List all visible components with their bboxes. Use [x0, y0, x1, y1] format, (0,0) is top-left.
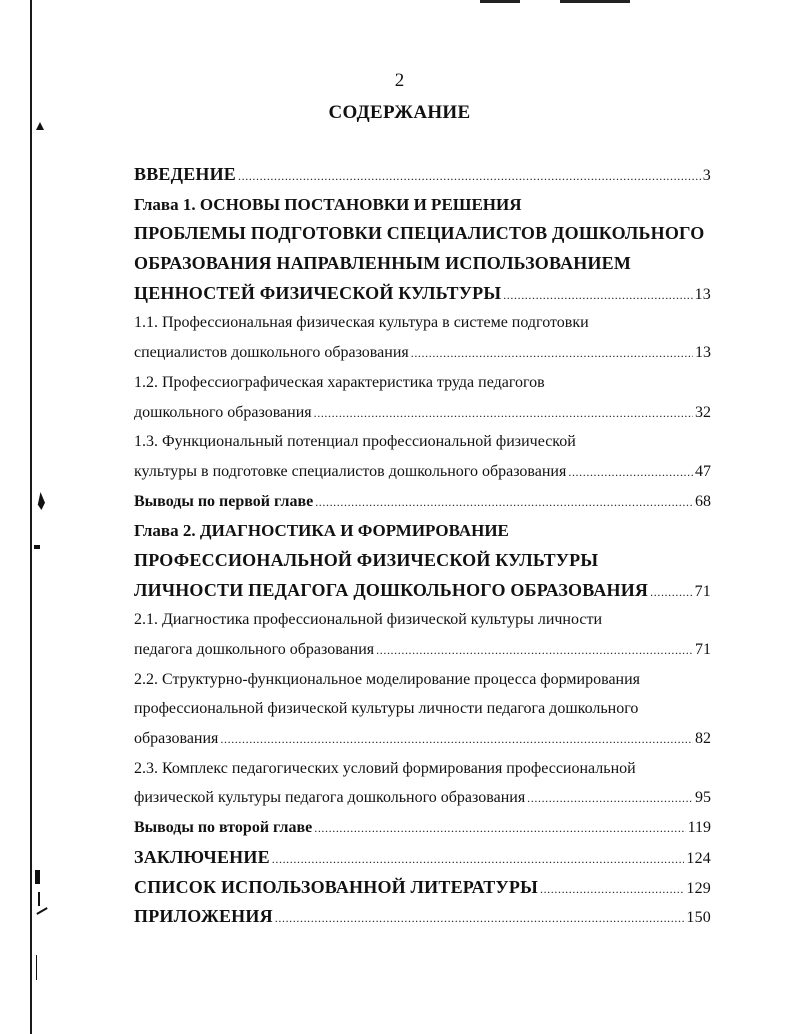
toc-entry-section-1-3[interactable]: 1.3. Функциональный потенциал профессиональной физической — [134, 433, 576, 451]
toc-entry-conclusion[interactable]: ЗАКЛЮЧЕНИЕ ..... 124 — [134, 843, 711, 873]
scan-top-mark — [560, 0, 630, 3]
table-of-contents — [134, 160, 711, 932]
leader-dots — [540, 873, 684, 903]
leader-dots — [272, 843, 685, 873]
page-ref: 71 — [694, 582, 711, 600]
page-ref: 13 — [695, 344, 711, 362]
page-ref: 95 — [695, 789, 711, 807]
scan-left-border — [30, 0, 32, 1034]
leader-dots — [220, 724, 693, 754]
toc-entry-section-2-1-cont[interactable]: педагога дошкольного образования ..... 71 — [134, 635, 711, 665]
leader-dots — [314, 813, 685, 843]
page-number: 2 — [394, 70, 405, 91]
scan-speck — [36, 955, 37, 980]
scan-top-mark — [480, 0, 520, 3]
toc-entry-section-1-1-cont[interactable]: специалистов дошкольного образования ..... 13 — [134, 338, 711, 368]
toc-entry-section-1-2[interactable]: 1.2. Профессиографическая характеристика труда педагогов — [134, 373, 545, 391]
toc-entry-references[interactable]: СПИСОК ИСПОЛЬЗОВАННОЙ ЛИТЕРАТУРЫ ..... 129 — [134, 873, 711, 903]
toc-entry-chapter-1-cont[interactable]: ЦЕННОСТЕЙ ФИЗИЧЕСКОЙ КУЛЬТУРЫ ..... 13 — [134, 279, 711, 309]
toc-entry-chapter-1-cont[interactable]: ПРОБЛЕМЫ ПОДГОТОВКИ СПЕЦИАЛИСТОВ ДОШКОЛЬНОГО — [134, 223, 705, 244]
page-ref: 13 — [694, 285, 711, 303]
page-ref: 119 — [687, 819, 711, 837]
page-ref: 47 — [695, 462, 711, 480]
scan-speck — [36, 492, 45, 510]
leader-dots — [314, 398, 693, 428]
leader-dots — [376, 635, 693, 665]
toc-entry-section-2-2-cont[interactable]: профессиональной физической культуры личности педагога дошкольного — [134, 700, 639, 718]
toc-entry-chapter-2[interactable]: Глава 2. ДИАГНОСТИКА И ФОРМИРОВАНИЕ — [134, 521, 509, 541]
toc-entry-section-2-3[interactable]: 2.3. Комплекс педагогических условий формирования профессиональной — [134, 759, 636, 777]
toc-entry-conclusions-chapter-1[interactable]: Выводы по первой главе ..... 68 — [134, 487, 711, 517]
page-title: СОДЕРЖАНИЕ — [328, 102, 471, 123]
page-ref: 68 — [695, 492, 711, 510]
leader-dots — [527, 783, 693, 813]
page-ref: 32 — [695, 403, 711, 421]
page-ref: 129 — [686, 879, 711, 897]
page-ref: 71 — [695, 641, 711, 658]
toc-entry-section-1-3-cont[interactable]: культуры в подготовке специалистов дошкольного образования ..... 47 — [134, 457, 711, 487]
page-ref: 82 — [695, 730, 711, 748]
toc-entry-chapter-2-cont[interactable]: ПРОФЕССИОНАЛЬНОЙ ФИЗИЧЕСКОЙ КУЛЬТУРЫ — [134, 549, 599, 570]
toc-entry-chapter-1-cont[interactable]: ОБРАЗОВАНИЯ НАПРАВЛЕННЫМ ИСПОЛЬЗОВАНИЕМ — [134, 253, 632, 274]
toc-entry-conclusions-chapter-2[interactable]: Выводы по второй главе ..... 119 — [134, 813, 711, 843]
leader-dots — [568, 457, 693, 487]
page-ref: 124 — [686, 849, 711, 867]
scan-speck — [34, 545, 40, 549]
toc-entry-section-1-1[interactable]: 1.1. Профессиональная физическая культура в системе подготовки — [134, 314, 589, 332]
toc-entry-chapter-1[interactable]: Глава 1. ОСНОВЫ ПОСТАНОВКИ И РЕШЕНИЯ — [134, 194, 522, 214]
toc-entry-section-2-3-cont[interactable]: физической культуры педагога дошкольного образования ..... 95 — [134, 783, 711, 813]
page-ref: 150 — [686, 909, 711, 927]
page-ref: 3 — [702, 167, 711, 184]
leader-dots — [238, 160, 701, 190]
toc-entry-appendices[interactable]: ПРИЛОЖЕНИЯ ..... 150 — [134, 902, 711, 932]
leader-dots — [650, 576, 692, 606]
leader-dots — [315, 487, 693, 517]
toc-entry-section-2-1[interactable]: 2.1. Диагностика профессиональной физической культуры личности — [134, 611, 603, 629]
toc-entry-section-2-2[interactable]: 2.2. Структурно-функциональное моделирование процесса формирования — [134, 670, 641, 688]
leader-dots — [503, 279, 692, 309]
toc-entry-introduction[interactable]: ВВЕДЕНИЕ ..... 3 — [134, 160, 711, 190]
scan-speck — [36, 907, 47, 915]
toc-entry-chapter-2-cont[interactable]: ЛИЧНОСТИ ПЕДАГОГА ДОШКОЛЬНОГО ОБРАЗОВАНИЯ ..... 71 — [134, 576, 711, 606]
toc-entry-section-2-2-cont[interactable]: образования ..... 82 — [134, 724, 711, 754]
leader-dots — [411, 338, 693, 368]
leader-dots — [275, 902, 685, 932]
scan-speck — [35, 870, 40, 884]
scan-speck — [38, 892, 40, 906]
toc-entry-section-1-2-cont[interactable]: дошкольного образования ..... 32 — [134, 398, 711, 428]
